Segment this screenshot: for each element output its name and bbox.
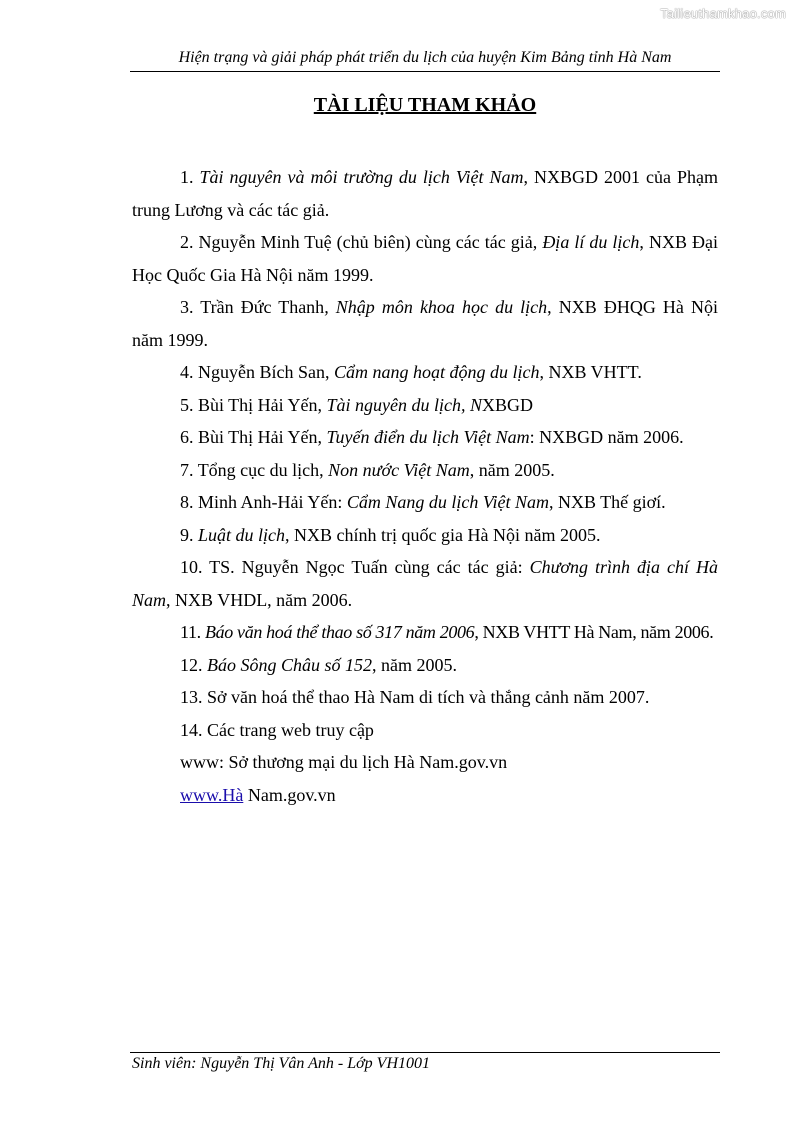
reference-text: , năm 2005. bbox=[372, 654, 458, 675]
reference-number: 6. bbox=[180, 427, 194, 447]
reference-item bbox=[132, 649, 718, 682]
reference-title: Cẩm nang hoạt động du lịch bbox=[333, 362, 540, 382]
reference-title: Non nước Việt Nam bbox=[328, 459, 470, 480]
reference-item bbox=[132, 226, 718, 291]
reference-item bbox=[132, 421, 718, 454]
reference-item bbox=[132, 454, 718, 487]
reference-text: , NXB VHTT. bbox=[539, 362, 642, 382]
reference-number: 1. bbox=[180, 167, 194, 187]
reference-text: , NXB Thế giơí. bbox=[549, 492, 666, 512]
reference-text: Tổng cục du lịch, bbox=[197, 459, 329, 480]
reference-text: , năm 2005. bbox=[469, 459, 555, 480]
reference-text: , NXB Đại Học Quốc Gia Hà Nội năm 1999. bbox=[132, 232, 718, 285]
reference-text: Bùi Thị Hải Yến, bbox=[198, 394, 327, 415]
web-reference: www: Sở thương mại du lịch Hà Nam.gov.vn bbox=[180, 752, 508, 772]
reference-item bbox=[132, 486, 718, 519]
reference-title: Tài nguyên và môi trường du lịch Việt Nam bbox=[199, 167, 524, 187]
reference-title: Tuyến điển du lịch Việt Nam bbox=[326, 427, 530, 447]
reference-text: TS. Nguyễn Ngọc Tuấn cùng các tác giả: bbox=[209, 557, 530, 577]
reference-number: 10. bbox=[180, 557, 203, 577]
reference-title: Cẩm Nang du lịch Việt Nam bbox=[346, 492, 549, 512]
reference-text: , NXB VHTT Hà Nam, năm 2006. bbox=[474, 622, 714, 642]
reference-number: 14. bbox=[180, 719, 203, 740]
reference-text: Trần Đức Thanh bbox=[200, 297, 325, 317]
reference-text: , NXB chính trị quốc gia Hà Nội năm 2005. bbox=[285, 524, 601, 545]
reference-text: XBGD bbox=[482, 394, 534, 415]
reference-text: : NXBGD năm 2006. bbox=[529, 427, 684, 447]
reference-item bbox=[132, 616, 718, 649]
reference-title: Luật du lịch bbox=[198, 524, 286, 545]
watermark: Tailieuthamkhao.com bbox=[660, 6, 786, 21]
reference-text: Nguyễn Bích San, bbox=[198, 362, 334, 382]
reference-item bbox=[132, 389, 718, 422]
reference-number: 9. bbox=[180, 524, 194, 545]
running-header: Hiện trạng và giải pháp phát triển du lịch của huyện Kim Bảng tỉnh Hà Nam bbox=[178, 49, 672, 66]
reference-item bbox=[132, 519, 718, 552]
reference-list bbox=[132, 161, 718, 811]
website-link[interactable]: www.Hà bbox=[180, 784, 244, 805]
reference-text: , NXB VHDL, năm 2006. bbox=[166, 589, 353, 610]
reference-text: Sở văn hoá thể thao Hà Nam di tích và thắng cảnh năm 2007. bbox=[207, 687, 650, 707]
reference-number: 11. bbox=[180, 622, 201, 642]
reference-number: 13. bbox=[180, 687, 203, 707]
page-title: TÀI LIỆU THAM KHẢO bbox=[313, 94, 537, 116]
reference-number: 3. bbox=[180, 297, 194, 317]
reference-item bbox=[132, 714, 718, 747]
reference-item bbox=[132, 291, 718, 356]
reference-number: 8. bbox=[180, 492, 194, 512]
web-reference bbox=[132, 779, 718, 812]
reference-item bbox=[132, 161, 718, 226]
reference-title: Tài nguyên du lịch, N bbox=[326, 394, 482, 415]
reference-number: 5. bbox=[180, 394, 194, 415]
reference-title: Địa lí du lịch bbox=[542, 232, 640, 252]
reference-text: Bùi Thị Hải Yến, bbox=[198, 427, 327, 447]
page-footer: Sinh viên: Nguyễn Thị Vân Anh - Lớp VH1001 bbox=[132, 1055, 430, 1072]
reference-item bbox=[132, 551, 718, 616]
reference-title: Báo văn hoá thể thao số 317 năm 2006 bbox=[204, 622, 475, 642]
reference-title: , Nhập môn khoa học du lịch bbox=[324, 297, 548, 317]
reference-title: Chương trình địa chí Hà Nam bbox=[132, 557, 718, 610]
reference-number: 12. bbox=[180, 654, 203, 675]
reference-title: Báo Sông Châu số 152 bbox=[207, 654, 373, 675]
footer-divider bbox=[130, 1052, 720, 1053]
reference-text: Các trang web truy cập bbox=[207, 719, 374, 740]
reference-text: Nguyễn Minh Tuệ (chủ biên) cùng các tác giả, bbox=[198, 232, 543, 252]
header-divider bbox=[130, 71, 720, 72]
reference-number: 2. bbox=[180, 232, 194, 252]
reference-item bbox=[132, 356, 718, 389]
reference-number: 4. bbox=[180, 362, 194, 382]
reference-text: , NXBGD 2001 của Phạm trung Lương và các tác giả. bbox=[132, 167, 718, 220]
reference-text: Minh Anh-Hải Yến: bbox=[198, 492, 347, 512]
reference-number: 7. bbox=[180, 459, 194, 480]
reference-text: , NXB ĐHQG Hà Nội năm 1999. bbox=[132, 297, 718, 350]
website-text: Nam.gov.vn bbox=[243, 784, 336, 805]
reference-item bbox=[132, 681, 718, 714]
